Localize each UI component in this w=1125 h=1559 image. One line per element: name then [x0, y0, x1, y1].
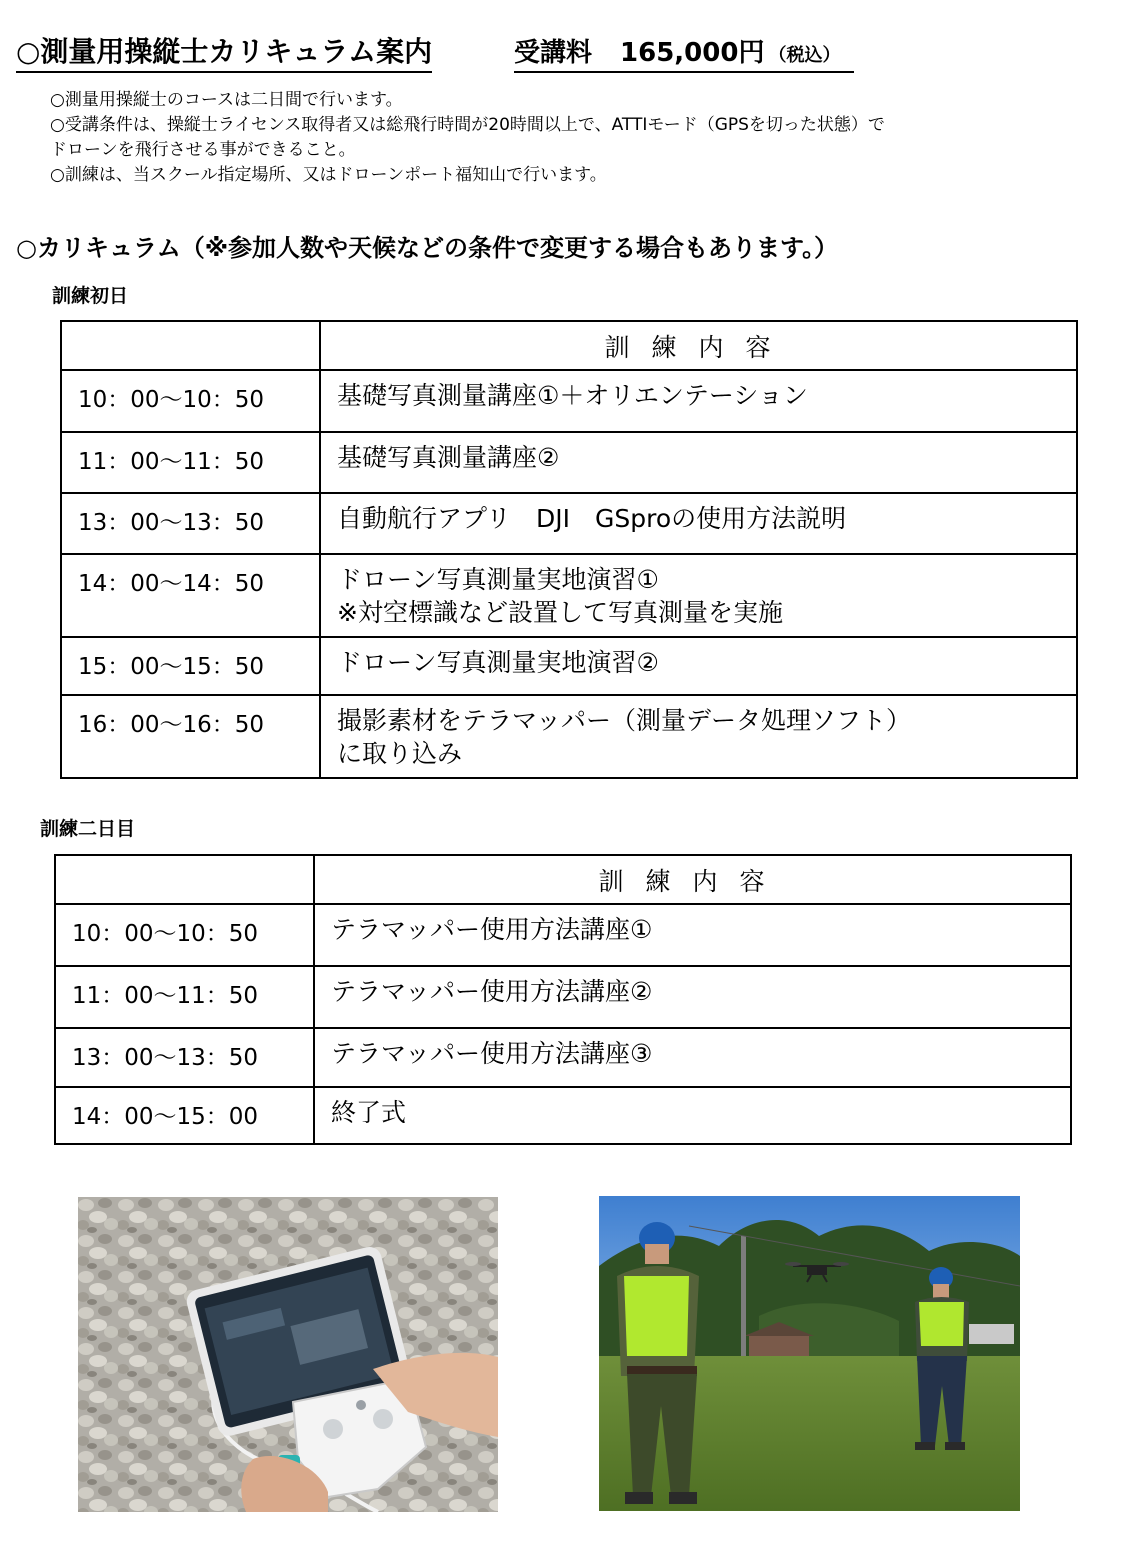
time-cell: 11：00〜11：50	[61, 432, 320, 493]
content-line: テラマッパー使用方法講座①	[331, 915, 653, 944]
intro-line: ドローンを飛行させる事ができること。	[50, 140, 356, 160]
content-cell	[320, 493, 1077, 554]
content-cell	[314, 966, 1071, 1028]
header-time-cell	[55, 855, 314, 904]
table-row	[55, 1087, 1071, 1144]
content-cell	[320, 637, 1077, 695]
time-cell: 15：00〜15：50	[61, 637, 320, 695]
table-row	[61, 637, 1077, 695]
content-line: に取り込み	[337, 739, 463, 768]
content-cell	[320, 695, 1077, 778]
day1-label: 訓練初日	[52, 285, 129, 307]
time-cell: 11：00〜11：50	[55, 966, 314, 1028]
table-row	[61, 493, 1077, 554]
time-cell: 13：00〜13：50	[55, 1028, 314, 1087]
day2-label: 訓練二日目	[40, 818, 136, 840]
table-row	[55, 966, 1071, 1028]
intro-line: ○受講条件は、操縦士ライセンス取得者又は総飛行時間が20時間以上で、ATTIモード（GPSを切った状態）で	[50, 115, 885, 135]
content-line: テラマッパー使用方法講座②	[331, 977, 653, 1006]
intro-line: ○測量用操縦士のコースは二日間で行います。	[50, 90, 403, 110]
table-header-row	[55, 855, 1071, 904]
header-content-cell: 訓練内容	[314, 855, 1071, 904]
fee-label: 受講料	[514, 38, 593, 68]
page-title: ○測量用操縦士カリキュラム案内	[16, 30, 432, 73]
table-row	[55, 904, 1071, 966]
table-row	[61, 370, 1077, 432]
time-cell: 14：00〜14：50	[61, 554, 320, 637]
time-cell: 10：00〜10：50	[55, 904, 314, 966]
curriculum-title: ○カリキュラム（※参加人数や天候などの条件で変更する場合もあります。）	[16, 234, 839, 262]
day1-table	[60, 320, 1078, 779]
title-row	[16, 30, 876, 74]
header-time-cell	[61, 321, 320, 370]
field-drone-photo	[599, 1196, 1020, 1511]
content-line: 基礎写真測量講座①＋オリエンテーション	[337, 381, 808, 410]
table-row	[55, 1028, 1071, 1087]
table-row	[61, 432, 1077, 493]
content-line: テラマッパー使用方法講座③	[331, 1039, 653, 1068]
content-cell	[320, 432, 1077, 493]
header-content-cell: 訓練内容	[320, 321, 1077, 370]
day2-table	[54, 854, 1072, 1145]
time-cell: 14：00〜15：00	[55, 1087, 314, 1144]
tablet-controller-photo	[78, 1197, 498, 1512]
intro-line: ○訓練は、当スクール指定場所、又はドローンポート福知山で行います。	[50, 165, 607, 185]
content-line: ※対空標識など設置して写真測量を実施	[337, 598, 783, 627]
content-line: 自動航行アプリ DJI GSproの使用方法説明	[337, 504, 847, 533]
content-cell	[320, 370, 1077, 432]
table-row	[61, 554, 1077, 637]
content-line: ドローン写真測量実地演習①	[337, 565, 659, 594]
content-line: ドローン写真測量実地演習②	[337, 648, 659, 677]
content-cell	[314, 904, 1071, 966]
fee-tax: （税込）	[768, 45, 841, 66]
fee-block	[514, 32, 854, 73]
content-cell	[314, 1028, 1071, 1087]
content-line: 撮影素材をテラマッパー（測量データ処理ソフト）	[337, 706, 912, 735]
intro-text	[50, 88, 1090, 188]
table-header-row	[61, 321, 1077, 370]
time-cell: 16：00〜16：50	[61, 695, 320, 778]
content-cell	[320, 554, 1077, 637]
content-cell	[314, 1087, 1071, 1144]
content-line: 基礎写真測量講座②	[337, 443, 560, 472]
time-cell: 13：00〜13：50	[61, 493, 320, 554]
content-line: 終了式	[331, 1098, 407, 1127]
time-cell: 10：00〜10：50	[61, 370, 320, 432]
table-row	[61, 695, 1077, 778]
fee-amount: 165,000円	[620, 38, 765, 68]
